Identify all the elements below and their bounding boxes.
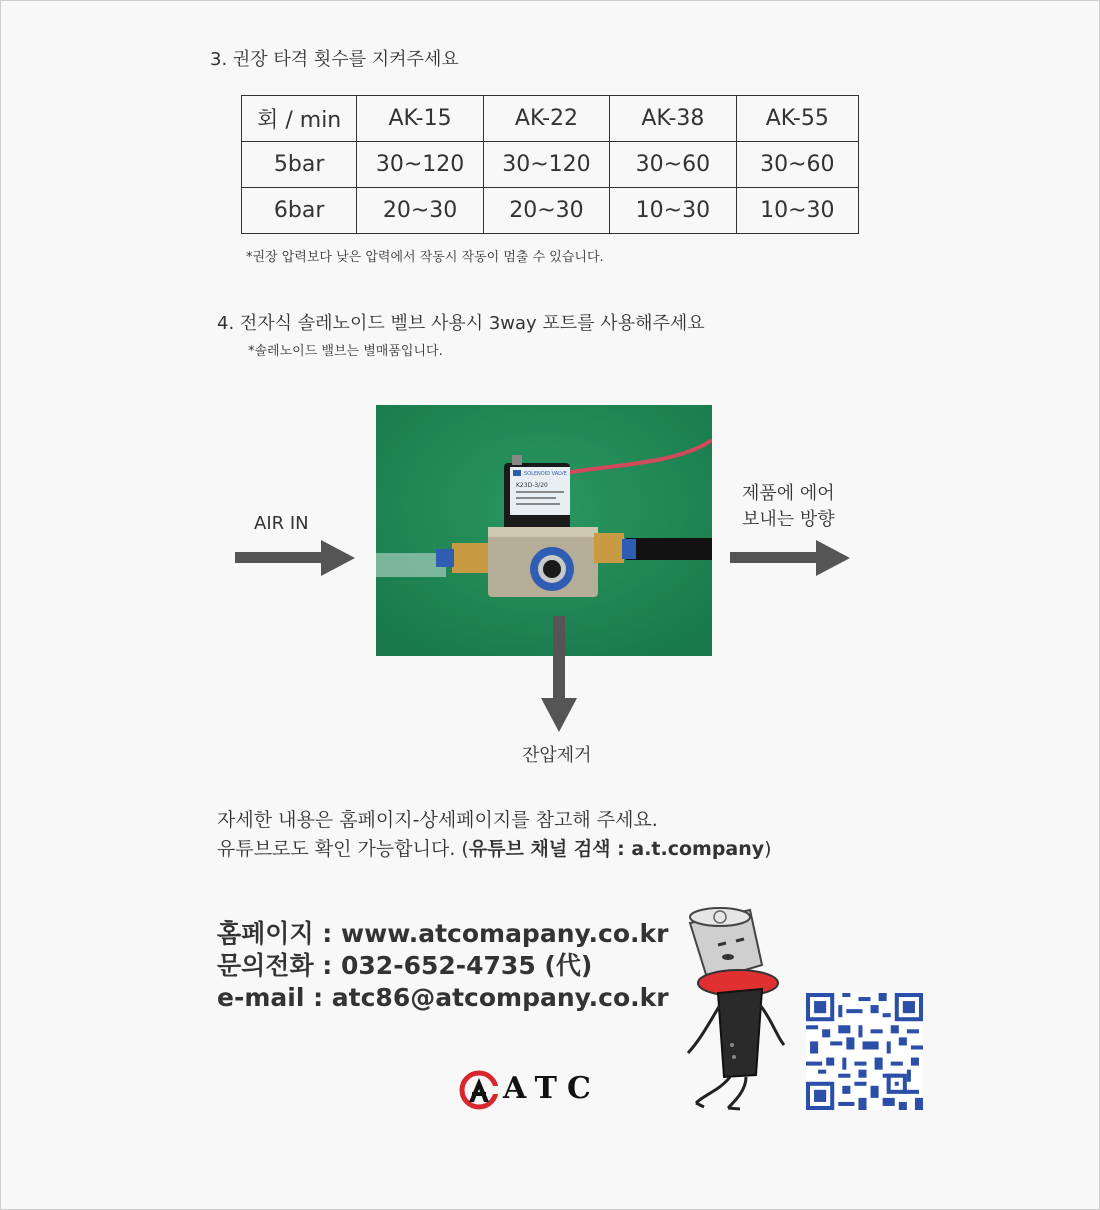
valve-model-text: K23D-3/20: [516, 482, 548, 489]
homepage-label: 홈페이지 :: [217, 919, 342, 948]
table-cell: 10~30: [736, 188, 858, 234]
table-cell: 20~30: [483, 188, 609, 234]
table-header-cell: AK-22: [483, 96, 609, 142]
arrow-right-icon: [235, 540, 357, 576]
homepage-line: [217, 918, 669, 950]
info-line2-suffix: ): [764, 838, 772, 860]
valve-brand-text: SOLENOID VALVE: [524, 471, 567, 477]
table-header-row: [242, 96, 859, 142]
info-line1: 자세한 내용은 홈페이지-상세페이지를 참고해 주세요.: [217, 809, 658, 831]
table-cell: 30~120: [483, 142, 609, 188]
phone-line: [217, 950, 669, 982]
email-link[interactable]: atc86@atcompany.co.kr: [331, 983, 669, 1012]
section4-note: *솔레노이드 밸브는 별매품입니다.: [248, 344, 443, 359]
info-line2: [217, 835, 772, 864]
arrow-right-icon: [730, 540, 852, 576]
air-in-label: AIR IN: [254, 513, 309, 534]
youtube-channel-name: a.t.company: [631, 838, 765, 860]
phone-number: 032-652-4735 (代): [341, 951, 593, 980]
info-block: [217, 806, 772, 864]
section3-title: 3. 권장 타격 횟수를 지켜주세요: [210, 49, 459, 70]
email-line: [217, 982, 669, 1014]
table-cell: 30~60: [736, 142, 858, 188]
atc-logo: [459, 1068, 619, 1114]
table-cell: 5bar: [242, 142, 357, 188]
table-cell: 30~60: [610, 142, 736, 188]
table-header-cell: AK-55: [736, 96, 858, 142]
email-label: e-mail :: [217, 983, 332, 1012]
qr-code-icon[interactable]: [806, 993, 923, 1110]
outflow-label-line2: 보내는 방향: [742, 509, 835, 530]
spec-table: [241, 95, 859, 234]
outflow-label: [742, 481, 835, 533]
table-header-cell: AK-15: [357, 96, 483, 142]
contact-block: [217, 918, 669, 1014]
section4-title: 4. 전자식 솔레노이드 벨브 사용시 3way 포트를 사용해주세요: [217, 313, 705, 334]
atc-logo-icon: [459, 1070, 499, 1110]
arrow-down-icon: [541, 616, 577, 734]
section3-note: *권장 압력보다 낮은 압력에서 작동시 작동이 멈출 수 있습니다.: [246, 250, 604, 265]
table-cell: 6bar: [242, 188, 357, 234]
atc-logo-text: ATC: [503, 1071, 601, 1106]
table-cell: 30~120: [357, 142, 483, 188]
phone-label: 문의전화 :: [217, 951, 342, 980]
outflow-label-line1: 제품에 에어: [742, 483, 835, 504]
table-cell: 10~30: [610, 188, 736, 234]
info-line2-prefix: 유튜브로도 확인 가능합니다. (: [217, 838, 469, 860]
table-header-cell: AK-38: [610, 96, 736, 142]
table-row: [242, 142, 859, 188]
exhaust-label: 잔압제거: [522, 745, 592, 766]
table-row: [242, 188, 859, 234]
mascot-icon: [680, 905, 805, 1115]
table-cell: 20~30: [357, 188, 483, 234]
table-header-cell: 회 / min: [242, 96, 357, 142]
youtube-search-label: 유튜브 채널 검색 :: [468, 838, 632, 860]
homepage-link[interactable]: www.atcomapany.co.kr: [341, 919, 669, 948]
